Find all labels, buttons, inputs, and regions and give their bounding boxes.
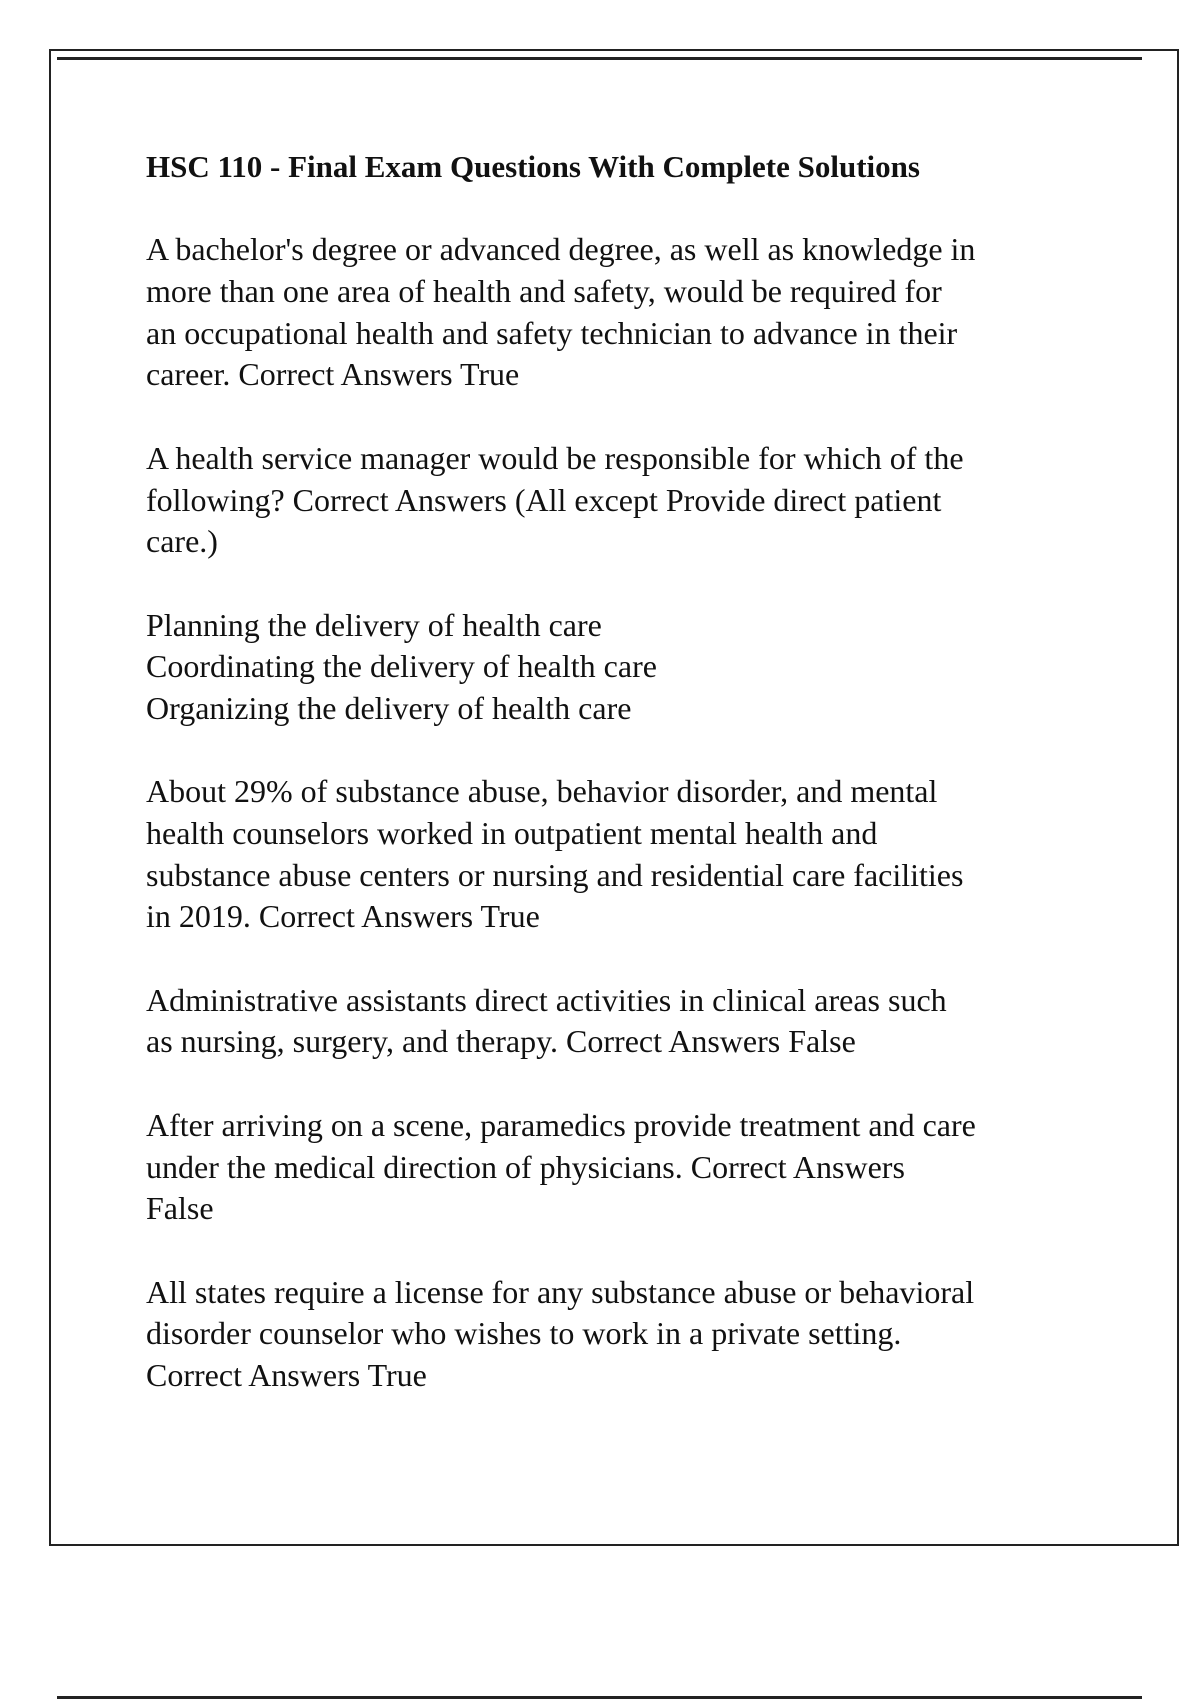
question-paragraph (146, 1105, 1146, 1230)
text-line: disorder counselor who wishes to work in a private setting. (146, 1315, 902, 1352)
text-line: substance abuse centers or nursing and residential care facilities (146, 856, 964, 893)
bottom-rule (57, 1696, 1142, 1699)
text-line: under the medical direction of physicians. Correct Answers (146, 1148, 905, 1185)
text-line: Coordinating the delivery of health care (146, 648, 657, 685)
question-paragraph (146, 980, 1146, 1063)
question-paragraph (146, 605, 1146, 730)
paragraph-spacer (146, 1230, 1146, 1272)
text-line: more than one area of health and safety, would be required for (146, 273, 942, 310)
question-paragraph (146, 438, 1146, 563)
text-line: health counselors worked in outpatient mental health and (146, 815, 878, 851)
question-paragraph (146, 1272, 1146, 1397)
document-title: HSC 110 - Final Exam Questions With Complete Solutions (146, 149, 920, 184)
text-line: Correct Answers True (146, 1356, 427, 1393)
text-line: Administrative assistants direct activities in clinical areas such (146, 981, 947, 1018)
top-rule (57, 57, 1142, 60)
paragraph-spacer (146, 563, 1146, 605)
document-body (146, 146, 1146, 1397)
text-line: career. Correct Answers True (146, 356, 520, 393)
text-line: an occupational health and safety technician to advance in their (146, 314, 958, 351)
text-line: False (146, 1190, 214, 1227)
text-line: as nursing, surgery, and therapy. Correct Answers False (146, 1023, 856, 1060)
paragraph-spacer (146, 396, 1146, 438)
paragraph-spacer (146, 730, 1146, 772)
paragraph-spacer (146, 1063, 1146, 1105)
text-line: After arriving on a scene, paramedics provide treatment and care (146, 1106, 976, 1143)
text-line: A bachelor's degree or advanced degree, as well as knowledge in (146, 231, 976, 268)
text-line: A health service manager would be responsible for which of the (146, 439, 964, 476)
question-paragraph (146, 771, 1146, 938)
paragraph-spacer (146, 938, 1146, 980)
question-list (146, 188, 1146, 1397)
question-paragraph (146, 229, 1146, 396)
text-line: All states require a license for any substance abuse or behavioral (146, 1273, 975, 1310)
text-line: in 2019. Correct Answers True (146, 898, 540, 935)
text-line: Organizing the delivery of health care (146, 689, 632, 726)
text-line: following? Correct Answers (All except Provide direct patient (146, 481, 942, 518)
text-line: Planning the delivery of health care (146, 606, 602, 643)
paragraph-spacer (146, 188, 1146, 230)
text-line: About 29% of substance abuse, behavior disorder, and mental (146, 773, 938, 810)
text-line: care.) (146, 523, 218, 560)
